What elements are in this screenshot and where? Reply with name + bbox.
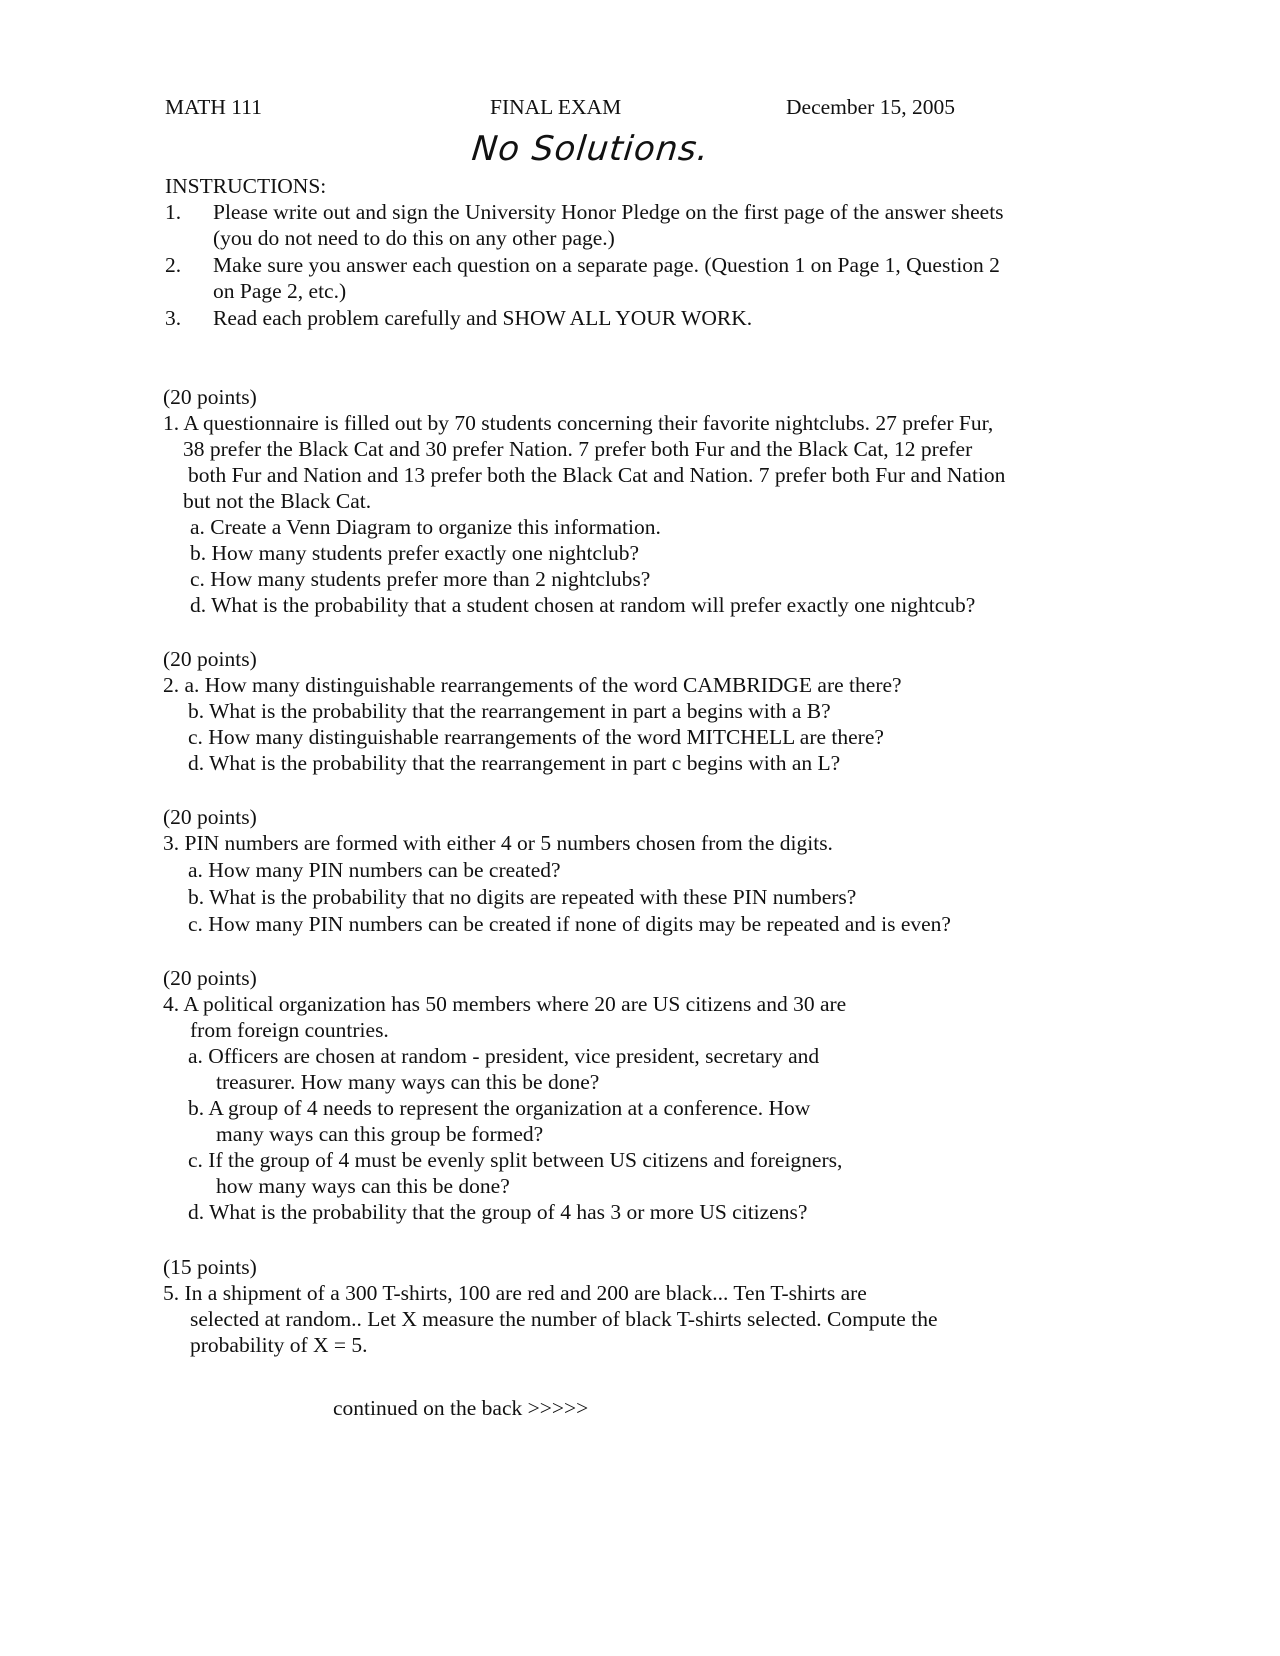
instruction-text: on Page 2, etc.)	[213, 279, 347, 303]
question-text: from foreign countries.	[190, 1018, 389, 1042]
question-part: c. How many distinguishable rearrangements of the word MITCHELL are there?	[188, 725, 884, 749]
question-part: a. How many PIN numbers can be created?	[188, 858, 561, 882]
instruction-text: Make sure you answer each question on a separate page. (Question 1 on Page 1, Question 2	[213, 253, 1000, 277]
question-part: b. What is the probability that the rearrangement in part a begins with a B?	[188, 699, 831, 723]
question-part: d. What is the probability that the group of 4 has 3 or more US citizens?	[188, 1200, 808, 1224]
exam-title: FINAL EXAM	[490, 95, 622, 119]
question-part: b. A group of 4 needs to represent the organization at a conference. How	[188, 1096, 811, 1120]
instruction-text: Please write out and sign the University Honor Pledge on the first page of the answer sheets	[213, 200, 1004, 224]
question-part: b. What is the probability that no digits are repeated with these PIN numbers?	[188, 885, 857, 909]
question-part: many ways can this group be formed?	[216, 1122, 544, 1146]
question-text: but not the Black Cat.	[183, 489, 372, 513]
question-points: (15 points)	[163, 1255, 257, 1279]
question-part: b. How many students prefer exactly one nightclub?	[190, 541, 639, 565]
course-label: MATH 111	[165, 95, 262, 119]
question-text: probability of X = 5.	[190, 1333, 368, 1357]
instruction-text: Read each problem carefully and SHOW ALL YOUR WORK.	[213, 306, 753, 330]
question-text: 38 prefer the Black Cat and 30 prefer Nation. 7 prefer both Fur and the Black Cat, 12 prefer	[183, 437, 973, 461]
instructions-heading: INSTRUCTIONS:	[165, 174, 327, 198]
instruction-number: 1.	[165, 200, 182, 224]
question-part: d. What is the probability that a student chosen at random will prefer exactly one nightcub?	[190, 593, 976, 617]
question-part: c. How many students prefer more than 2 nightclubs?	[190, 567, 651, 591]
question-part: c. If the group of 4 must be evenly split between US citizens and foreigners,	[188, 1148, 843, 1172]
question-text: 5. In a shipment of a 300 T-shirts, 100 are red and 200 are black... Ten T-shirts are	[163, 1281, 867, 1305]
instruction-number: 2.	[165, 253, 182, 277]
continued-note: continued on the back >>>>>	[333, 1396, 589, 1420]
handwritten-note: No Solutions.	[469, 129, 712, 169]
question-part: a. Create a Venn Diagram to organize this information.	[190, 515, 661, 539]
question-points: (20 points)	[163, 805, 257, 829]
question-part: d. What is the probability that the rearrangement in part c begins with an L?	[188, 751, 841, 775]
question-part: treasurer. How many ways can this be done?	[216, 1070, 600, 1094]
question-text: selected at random.. Let X measure the number of black T-shirts selected. Compute the	[190, 1307, 938, 1331]
exam-date: December 15, 2005	[786, 95, 955, 119]
question-text: 2. a. How many distinguishable rearrangements of the word CAMBRIDGE are there?	[163, 673, 902, 697]
question-points: (20 points)	[163, 647, 257, 671]
question-text: 4. A political organization has 50 members where 20 are US citizens and 30 are	[163, 992, 847, 1016]
question-points: (20 points)	[163, 385, 257, 409]
instruction-number: 3.	[165, 306, 182, 330]
question-text: both Fur and Nation and 13 prefer both the Black Cat and Nation. 7 prefer both Fur and Nation	[188, 463, 1006, 487]
question-part: how many ways can this be done?	[216, 1174, 510, 1198]
question-text: 1. A questionnaire is filled out by 70 students concerning their favorite nightclubs. 27 prefer Fur,	[163, 411, 994, 435]
question-text: 3. PIN numbers are formed with either 4 or 5 numbers chosen from the digits.	[163, 831, 833, 855]
question-part: a. Officers are chosen at random - president, vice president, secretary and	[188, 1044, 820, 1068]
instruction-text: (you do not need to do this on any other page.)	[213, 226, 615, 250]
question-part: c. How many PIN numbers can be created if none of digits may be repeated and is even?	[188, 912, 951, 936]
question-points: (20 points)	[163, 966, 257, 990]
